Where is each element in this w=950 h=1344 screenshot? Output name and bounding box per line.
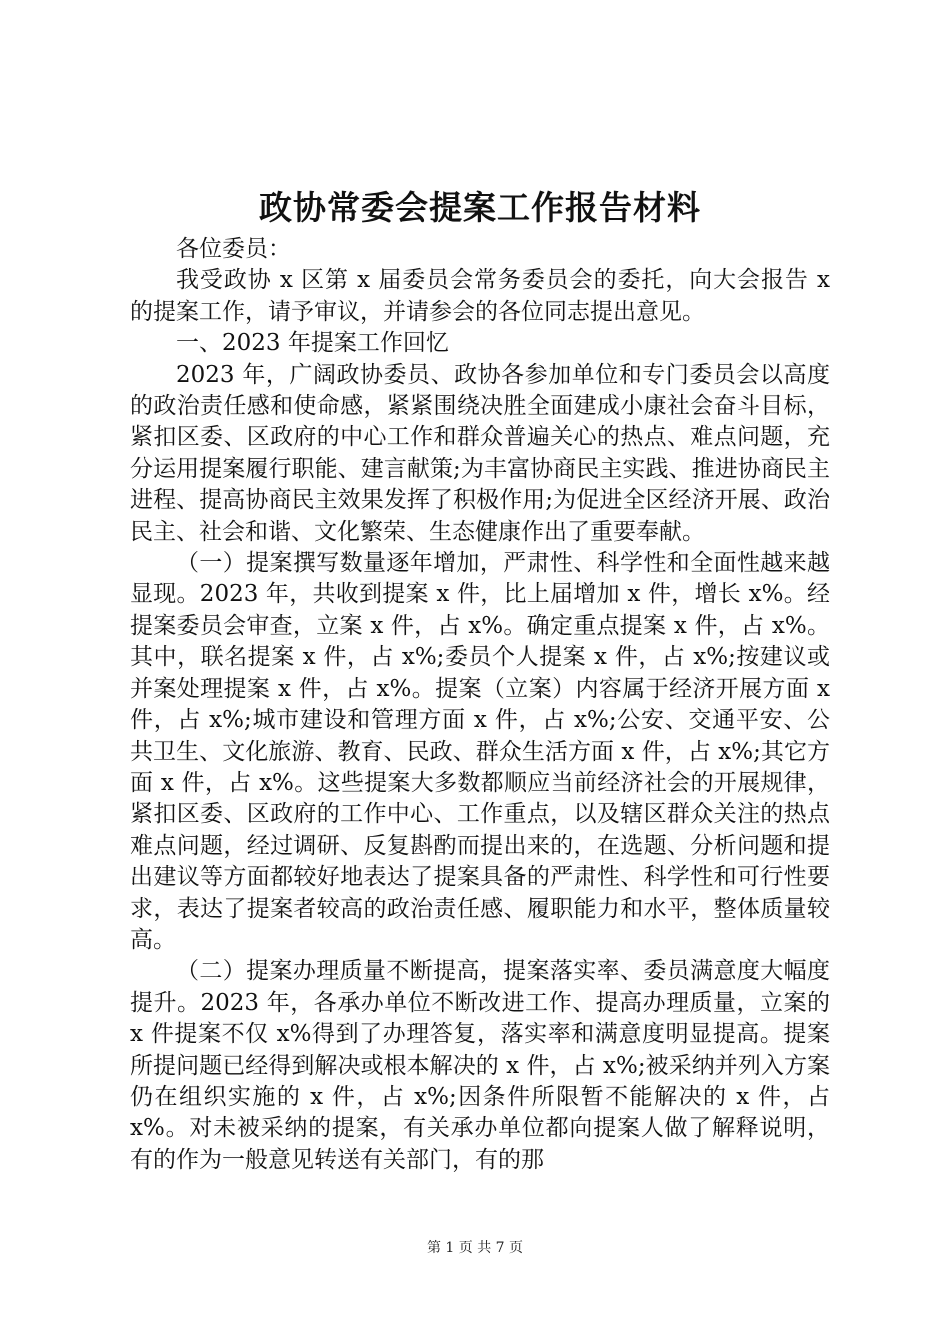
- document-title: 政协常委会提案工作报告材料: [259, 188, 701, 227]
- body-paragraph: 2023 年，广阔政协委员、政协各参加单位和专门委员会以高度的政治责任感和使命感，紧紧围绕决胜全面建成小康社会奋斗目标，紧扣区委、区政府的中心工作和群众普遍关心的热点、难点问题，充分运用提案履行职能、建言献策;为丰富协商民主实践、推进协商民主进程、提高协商民主效果发挥了积极作用;为促进全区经济开展、政治民主、社会和谐、文化繁荣、生态健康作出了重要奉献。: [130, 361, 830, 545]
- document-body: [130, 234, 830, 1176]
- section-heading: 一、2023 年提案工作回忆: [176, 330, 449, 357]
- salutation-paragraph: 各位委员：: [176, 236, 291, 262]
- intro-paragraph: 我受政协 x 区第 x 届委员会常务委员会的委托，向大会报告 x 的提案工作，请予审议，并请参会的各位同志提出意见。: [130, 267, 830, 325]
- body-paragraph: （一）提案撰写数量逐年增加，严肃性、科学性和全面性越来越显现。2023 年，共收到提案 x 件，比上届增加 x 件，增长 x%。经提案委员会审查，立案 x 件，占 x%。确定重点提案 x 件，占 x%。其中，联名提案 x 件，占 x%;委员个人提案 x 件，占 x%;按建议或并案处理提案 x 件，占 x%。提案（立案）内容属于经济开展方面 x 件，占 x%;城市建设和管理方面 x 件，占 x%;公安、交通平安、公共卫生、文化旅游、教育、民政、群众生活方面 x 件，占 x%;其它方面 x 件，占 x%。这些提案大多数都顺应当前经济社会的开展规律，紧扣区委、区政府的工作中心、工作重点，以及辖区群众关注的热点难点问题，经过调研、反复斟酌而提出来的，在选题、分析问题和提出建议等方面都较好地表达了提案具备的严肃性、科学性和可行性要求，表达了提案者较高的政治责任感、履职能力和水平，整体质量较高。: [130, 550, 830, 953]
- page-footer: 第 1 页 共 7 页: [426, 1240, 524, 1256]
- body-paragraph: （二）提案办理质量不断提高，提案落实率、委员满意度大幅度提升。2023 年，各承办单位不断改进工作、提高办理质量，立案的 x 件提案不仅 x%得到了办理答复，落实率和满意度明显提高。提案所提问题已经得到解决或根本解决的 x 件，占 x%;被采纳并列入方案仍在组织实施的 x 件，占 x%;因条件所限暂不能解决的 x 件，占 x%。对未被采纳的提案，有关承办单位都向提案人做了解释说明，有的作为一般意见转送有关部门，有的那: [130, 958, 830, 1173]
